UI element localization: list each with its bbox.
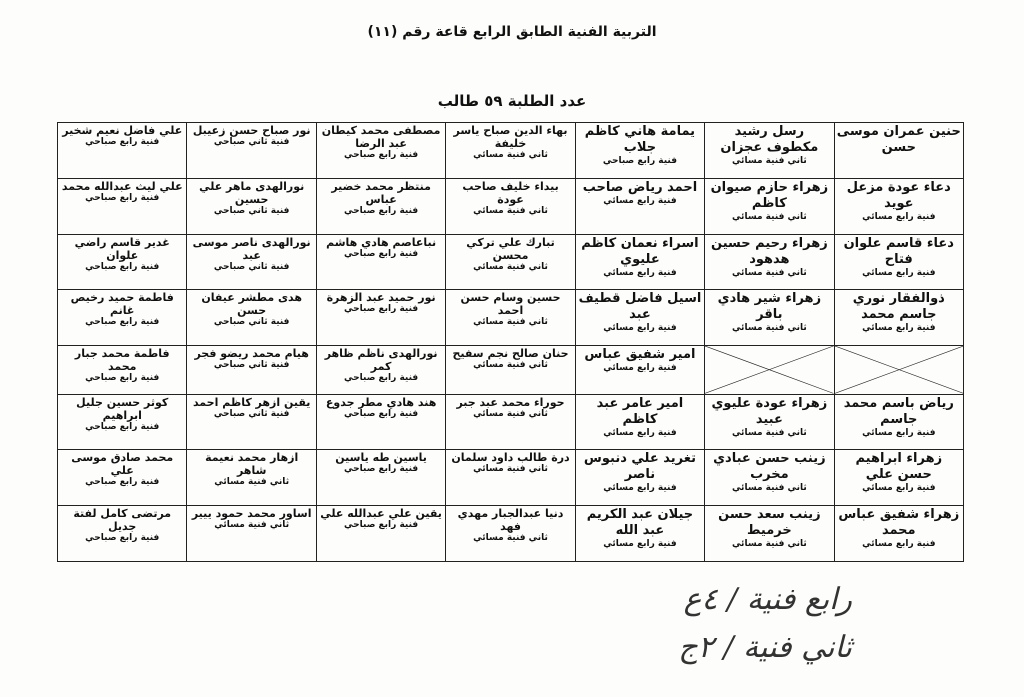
- student-name: زهراء ابراهيم حسن علي: [855, 451, 943, 483]
- student-grade: فنية رابع صباحي: [344, 464, 419, 475]
- seat-cell: [834, 123, 963, 179]
- student-grade: فنية ثاني صباحي: [213, 205, 290, 216]
- student-grade: فنية رابع مسائي: [603, 363, 677, 374]
- seat-cell: [446, 178, 575, 234]
- student-name: نورالهدى ماهر علي حسين: [199, 179, 305, 206]
- student-grade: فنية رابع مسائي: [603, 323, 677, 334]
- seat-cell: [187, 450, 316, 506]
- student-name: زهراء عودة عليوي عبيد: [711, 395, 828, 427]
- seat-cell: [316, 506, 445, 562]
- seat-cell: [705, 290, 834, 346]
- seat-cell: [446, 123, 575, 179]
- seat-cell: [446, 394, 575, 450]
- student-name: دعاء قاسم علوان فتاح: [843, 235, 954, 267]
- student-grade: ثاني فنية مسائي: [731, 156, 807, 166]
- student-grade: ثاني فنية مسائي: [473, 360, 548, 371]
- student-grade: فنية رابع مسائي: [862, 483, 936, 494]
- empty-seat-cell: [705, 346, 834, 394]
- student-grade: فنية ثاني صباحي: [213, 137, 290, 147]
- student-grade: فنية رابع مسائي: [862, 539, 936, 550]
- table-row: [58, 290, 964, 346]
- seat-cell: [187, 123, 316, 179]
- seat-cell: [58, 506, 187, 562]
- student-grade: فنية رابع صباحي: [344, 408, 419, 419]
- student-name: حسين وسام حسن احمد: [460, 291, 561, 318]
- seat-cell: [187, 346, 316, 394]
- student-name: مصطفى محمد كيطان عبد الرضا: [321, 124, 441, 150]
- crossed-out-icon: [705, 346, 833, 393]
- student-name: منتظر محمد خضير عباس: [331, 179, 431, 206]
- crossed-out-icon: [835, 346, 963, 393]
- student-name: يقين ازهر كاظم احمد: [192, 395, 311, 409]
- student-name: حنين عمران موسى حسن: [836, 124, 961, 155]
- student-grade: فنية رابع صباحي: [344, 150, 419, 160]
- student-name: كوثر حسين جليل ابراهيم: [76, 395, 169, 422]
- student-grade: ثاني فنية مسائي: [473, 408, 548, 419]
- student-name: امير شفيق عباس: [584, 347, 696, 363]
- student-grade: ثاني فنية مسائي: [731, 211, 807, 222]
- student-grade: فنية رابع صباحي: [85, 192, 160, 203]
- student-grade: فنية رابع مسائي: [603, 427, 677, 438]
- student-grade: ثاني فنية مسائي: [473, 150, 548, 160]
- handwritten-note-2: ثاني فنية / ٢ج: [678, 630, 852, 665]
- seat-cell: [316, 178, 445, 234]
- seating-grid: [57, 122, 964, 562]
- student-grade: ثاني فنية مسائي: [731, 323, 807, 334]
- seat-cell: [705, 234, 834, 290]
- student-grade: ثاني فنية مسائي: [473, 533, 548, 544]
- seat-cell: [187, 394, 316, 450]
- table-row: [58, 506, 964, 562]
- seat-cell: [705, 450, 834, 506]
- student-name: محمد صادق موسى علي: [71, 451, 174, 478]
- student-grade: ثاني فنية مسائي: [731, 427, 807, 438]
- student-grade: فنية ثاني صباحي: [213, 317, 290, 328]
- seat-cell: [316, 234, 445, 290]
- seat-cell: [446, 346, 575, 394]
- seat-cell: [705, 506, 834, 562]
- student-name: دعاء عودة مزعل عويد: [846, 179, 951, 211]
- student-grade: فنية رابع صباحي: [344, 248, 419, 259]
- seat-cell: [705, 123, 834, 179]
- seat-cell: [834, 234, 963, 290]
- student-name: تغريد علي دنبوس ناصر: [583, 451, 696, 483]
- seat-cell: [446, 290, 575, 346]
- student-name: هدى مطشر عيفان حسن: [201, 291, 303, 318]
- seat-cell: [446, 234, 575, 290]
- seat-cell: [187, 506, 316, 562]
- student-grade: فنية ثاني صباحي: [213, 360, 290, 371]
- student-grade: فنية رابع صباحي: [85, 477, 160, 488]
- seat-cell: [446, 450, 575, 506]
- seat-cell: [575, 506, 704, 562]
- seat-cell: [575, 450, 704, 506]
- student-name: رياض باسم محمد جاسم: [843, 395, 954, 427]
- student-grade: ثاني فنية مسائي: [473, 317, 548, 328]
- student-name: غدير قاسم راضي علوان: [74, 235, 170, 262]
- seat-cell: [316, 290, 445, 346]
- seat-cell: [316, 346, 445, 394]
- student-grade: فنية رابع صباحي: [344, 520, 419, 531]
- student-name: يمامة هاني كاظم جلاب: [584, 124, 696, 155]
- seat-cell: [834, 290, 963, 346]
- seat-cell: [446, 506, 575, 562]
- student-name: امير عامر عبد كاظم: [596, 395, 684, 427]
- student-grade: فنية رابع صباحي: [85, 533, 160, 544]
- student-grade: فنية رابع صباحي: [85, 137, 160, 147]
- student-name: نورالهدى ناظم ظاهر كمر: [324, 347, 438, 374]
- student-grade: فنية رابع صباحي: [85, 261, 160, 272]
- student-name: احمد رياض صاحب: [582, 179, 698, 195]
- student-name: حنان صالح نجم سفيح: [452, 347, 569, 361]
- student-name: نباعاصم هادي هاشم: [326, 235, 437, 249]
- student-name: ازهار محمد نعيمة شاهر: [205, 451, 299, 478]
- table-row: [58, 450, 964, 506]
- student-name: زهراء حازم صيوان كاظم: [710, 179, 829, 211]
- handwritten-note-1: رابع فنية / ٤ع: [683, 582, 852, 617]
- page-title: التربية الفنية الطابق الرابع قاعة رقم (١١): [367, 24, 657, 40]
- student-grade: فنية رابع صباحي: [85, 317, 160, 328]
- student-name: تبارك علي تركي محسن: [466, 235, 555, 262]
- student-grade: ثاني فنية مسائي: [473, 205, 548, 216]
- student-name: هند هادي مطر جدوع: [325, 395, 437, 409]
- student-name: اساور محمد حمود ييير: [191, 507, 312, 521]
- seat-cell: [834, 394, 963, 450]
- student-name: هيام محمد ريضو فجر: [194, 347, 309, 361]
- student-grade: فنية رابع مسائي: [862, 267, 936, 278]
- seating-table: [57, 122, 964, 562]
- student-name: رسل رشيد مكطوف عجزان: [720, 124, 819, 155]
- student-name: حوراء محمد عبد جبر: [456, 395, 565, 409]
- empty-seat-cell: [834, 346, 963, 394]
- student-grade: فنية رابع صباحي: [602, 156, 677, 166]
- student-grade: فنية رابع صباحي: [344, 205, 419, 216]
- student-grade: فنية رابع مسائي: [603, 483, 677, 494]
- seat-cell: [316, 123, 445, 179]
- seat-cell: [316, 450, 445, 506]
- seat-cell: [575, 394, 704, 450]
- student-name: دنيا عبدالجبار مهدي فهد: [457, 507, 564, 534]
- student-grade: ثاني فنية مسائي: [731, 539, 807, 550]
- seat-cell: [58, 346, 187, 394]
- seat-cell: [58, 234, 187, 290]
- student-grade: ثاني فنية مسائي: [731, 267, 807, 278]
- student-grade: فنية رابع صباحي: [344, 373, 419, 384]
- seat-cell: [705, 178, 834, 234]
- seat-cell: [705, 394, 834, 450]
- student-name: نورالهدى ناصر موسى عبد: [192, 235, 311, 262]
- student-grade: فنية رابع صباحي: [85, 373, 160, 384]
- student-grade: فنية رابع مسائي: [603, 539, 677, 550]
- seat-cell: [575, 290, 704, 346]
- table-row: [58, 234, 964, 290]
- student-name: زينب حسن عبادي مخرب: [713, 451, 826, 483]
- student-name: نور صباح حسن زعيبل: [192, 124, 311, 137]
- student-name: اسراء نعمان كاظم عليوي: [581, 235, 699, 267]
- student-name: ياسين طه ياسين: [335, 451, 427, 465]
- student-grade: فنية رابع مسائي: [862, 427, 936, 438]
- seat-cell: [187, 178, 316, 234]
- student-name: ذوالفقار نوري جاسم محمد: [852, 291, 945, 323]
- student-name: فاطمة حميد رخيص غانم: [70, 291, 174, 318]
- student-grade: فنية رابع مسائي: [603, 267, 677, 278]
- seat-cell: [316, 394, 445, 450]
- student-grade: فنية ثاني صباحي: [213, 261, 290, 272]
- student-grade: ثاني فنية مسائي: [473, 464, 548, 475]
- student-grade: فنية ثاني صباحي: [213, 408, 290, 419]
- student-name: زينب سعد حسن خرميط: [718, 507, 821, 539]
- seat-cell: [187, 290, 316, 346]
- seat-cell: [58, 450, 187, 506]
- student-grade: ثاني فنية مسائي: [214, 520, 290, 531]
- seat-cell: [834, 450, 963, 506]
- student-name: نور حميد عبد الزهرة: [326, 291, 436, 305]
- student-name: بهاء الدين صباح ياسر خليفة: [453, 124, 568, 150]
- student-grade: فنية رابع صباحي: [85, 421, 160, 432]
- table-row: [58, 123, 964, 179]
- student-count-heading: عدد الطلبة ٥٩ طالب: [437, 92, 587, 110]
- student-name: فاطمة محمد جبار محمد: [74, 347, 170, 374]
- student-name: مرتضى كامل لفتة جديل: [73, 507, 172, 534]
- student-name: علي ليث عبدالله محمد: [61, 179, 183, 193]
- seat-cell: [834, 178, 963, 234]
- student-name: يقين علي عبدالله علي: [320, 507, 442, 521]
- seat-cell: [58, 394, 187, 450]
- seat-cell: [575, 123, 704, 179]
- student-name: زهراء شير هادي باقر: [717, 291, 822, 323]
- student-name: بيداء خليف صاحب عودة: [462, 179, 559, 206]
- seat-cell: [58, 178, 187, 234]
- seat-cell: [58, 290, 187, 346]
- seat-cell: [575, 346, 704, 394]
- student-grade: ثاني فنية مسائي: [731, 483, 807, 494]
- student-name: جيلان عبد الكريم عبد الله: [586, 507, 694, 539]
- student-name: علي فاضل نعيم شخير: [62, 124, 183, 137]
- seat-cell: [187, 234, 316, 290]
- student-name: زهراء رحيم حسين هدهود: [711, 235, 828, 267]
- student-grade: فنية رابع صباحي: [344, 304, 419, 315]
- seat-cell: [834, 506, 963, 562]
- student-grade: ثاني فنية مسائي: [473, 261, 548, 272]
- student-grade: فنية رابع مسائي: [862, 211, 936, 222]
- student-name: زهراء شفيق عباس محمد: [838, 507, 960, 539]
- seat-cell: [575, 178, 704, 234]
- seat-cell: [58, 123, 187, 179]
- student-name: اسيل فاضل قطيف عبد: [578, 291, 702, 323]
- table-row: [58, 394, 964, 450]
- table-row: [58, 346, 964, 394]
- student-grade: فنية رابع مسائي: [862, 323, 936, 334]
- student-grade: فنية رابع مسائي: [603, 195, 677, 206]
- table-row: [58, 178, 964, 234]
- student-grade: ثاني فنية مسائي: [214, 477, 290, 488]
- seat-cell: [575, 234, 704, 290]
- student-name: درة طالب داود سلمان: [451, 451, 570, 465]
